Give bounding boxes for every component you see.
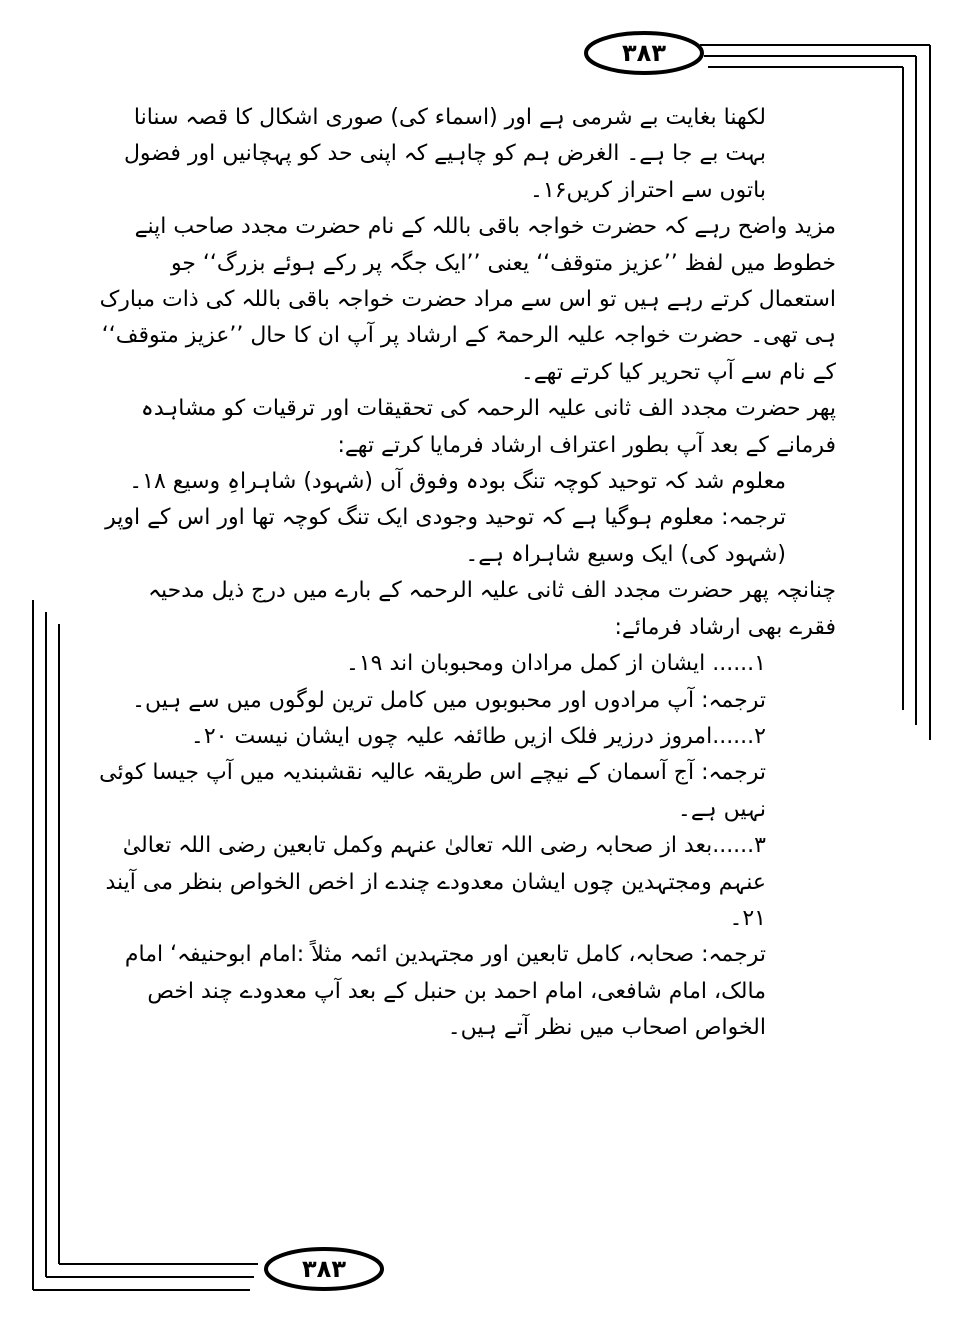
translation: ترجمہ: معلوم ہوگیا ہے کہ توحید وجودی ایک تنگ کوچہ تھا اور اس کے اوپر (شہود کی) ایک وسیع شاہراہ ہے۔: [105, 505, 786, 567]
translation: ترجمہ: صحابہ، کامل تابعین اور مجتہدین ائمہ مثلاً :امام ابوحنیفہ‘ امام مالک، امام شافعی، امام احمد بن حنبل کے بعد آپ معدودے چند اخص الخواص اصحاب میں نظر آتے ہیں۔: [124, 942, 766, 1041]
page-number-bottom: ۳۸۳: [302, 1255, 346, 1283]
quote-persian: ۱...... ایشان از کمل مرادان ومحبوبان اند ۱۹۔: [345, 651, 766, 677]
quote-persian: ۲......امروز درزیر فلک ازیں طائفہ علیہ چوں ایشان نیست ۲۰۔: [190, 723, 766, 749]
paragraph-line: باتوں سے احتراز کریں۱۶۔: [529, 177, 766, 203]
paragraph-line: بہت بے جا ہے۔ الغرض ہم کو چاہیے کہ اپنی حد کو پہچانیں اور فضول: [123, 141, 766, 167]
page-body-text: [96, 100, 836, 1047]
page-number-top: ۳۸۳: [622, 39, 666, 67]
quote-persian: معلوم شد کہ توحید کوچہ تنگ بودہ وفوق آں (شہود) شاہراہِ وسیع ۱۸۔: [129, 469, 786, 495]
paragraph: مزید واضح رہے کہ حضرت خواجہ باقی باللہ کے نام حضرت مجدد صاحب اپنے خطوط میں لفظ ’’عزیز متوقف‘‘ یعنی ’’ایک جگہ پر رکے ہوئے بزرگ‘‘ جو استعمال کرتے رہے ہیں تو اس سے مراد حضرت خواجہ باقی باللہ کی ذات مبارک ہی تھی۔ حضرت خواجہ علیہ الرحمۃ کے ارشاد پر آپ ان کا حال ’’عزیز متوقف‘‘ کے نام سے آپ تحریر کیا کرتے تھے۔: [99, 214, 836, 385]
translation: ترجمہ: آپ مرادوں اور محبوبوں میں کامل ترین لوگوں میں سے ہیں۔: [132, 687, 766, 713]
paragraph: چنانچہ پھر حضرت مجدد الف ثانی علیہ الرحمہ کے بارے میں درج ذیل مدحیہ فقرے بھی ارشاد فرمائے:: [148, 578, 836, 640]
paragraph: پھر حضرت مجدد الف ثانی علیہ الرحمہ کی تحقیقات اور ترقیات کو مشاہدہ فرمانے کے بعد آپ بطور اعتراف ارشاد فرمایا کرتے تھے:: [140, 396, 836, 458]
translation: ترجمہ: آج آسمان کے نیچے اس طریقہ عالیہ نقشبندیہ میں آپ جیسا کوئی نہیں ہے۔: [99, 760, 766, 822]
paragraph-line: لکھنا بغایت بے شرمی ہے اور (اسماء کی) صوری اشکال کا قصہ سنانا: [133, 105, 766, 130]
quote-persian: ۳......بعد از صحابہ رضی اللہ تعالیٰ عنہم وکمل تابعین رضی اللہ تعالیٰ عنہم ومجتہدین چوں ایشان معدودے چندے از اخص الخواص بنظر می آیند ۲۱۔: [105, 833, 766, 931]
